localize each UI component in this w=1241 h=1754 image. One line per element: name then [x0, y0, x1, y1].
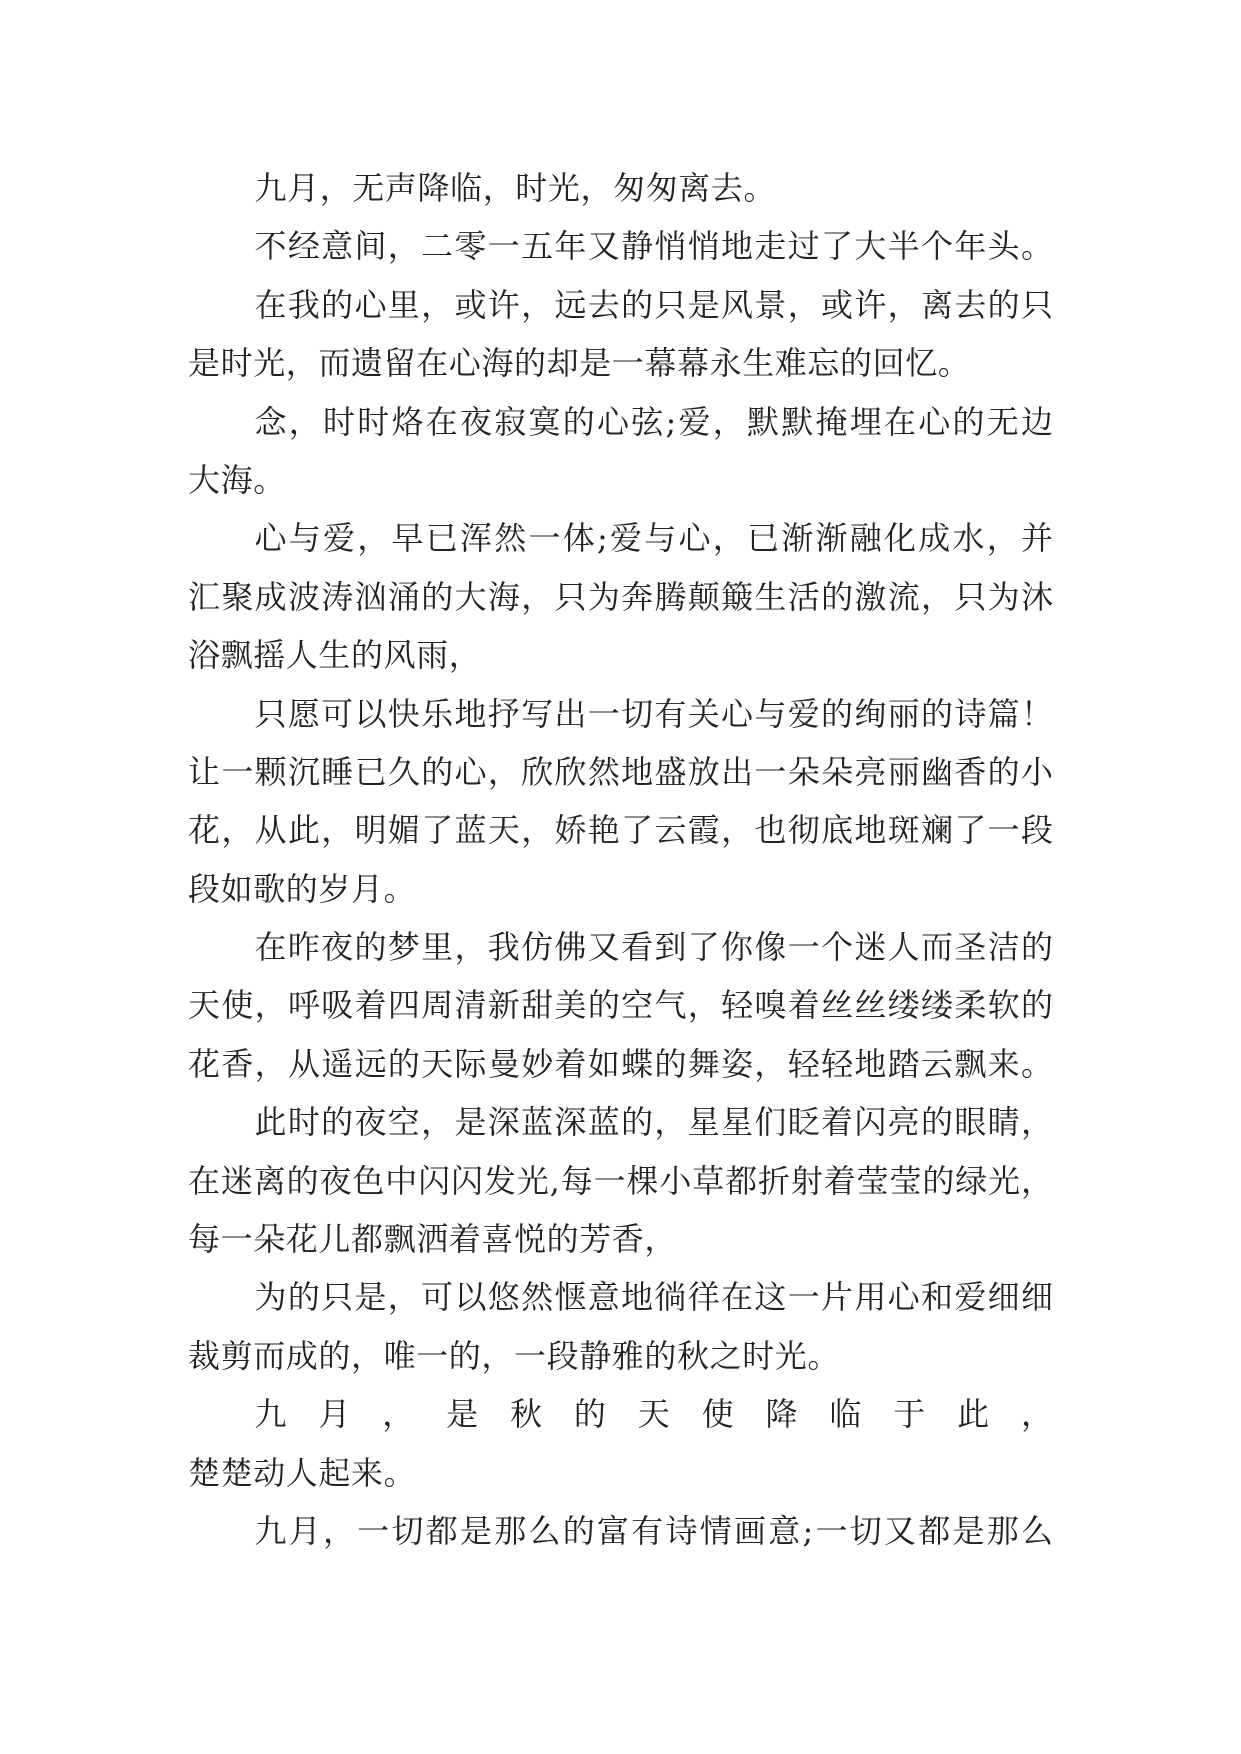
paragraph — [188, 1385, 1241, 1502]
text-line: 为的只是，可以悠然惬意地徜徉在这一片用心和爱细细 — [254, 1278, 1053, 1317]
text-line: 在我的心里，或许，远去的只是风景，或许，离去的只 — [254, 285, 1053, 324]
text-line: 花香，从遥远的天际曼妙着如蝶的舞姿，轻轻地踏云飘来。 — [188, 1044, 1053, 1083]
text-line: 只愿可以快乐地抒写出一切有关心与爱的绚丽的诗篇！ — [254, 694, 1053, 733]
text-line: 浴飘摇人生的风雨， — [188, 636, 482, 675]
text-line: 段如歌的岁月。 — [188, 869, 417, 908]
text-line: 不经意间，二零一五年又静悄悄地走过了大半个年头。 — [254, 227, 1053, 266]
text-line: 九月，无声降临，时光，匆匆离去。 — [254, 169, 777, 207]
paragraph — [188, 159, 1241, 217]
text-line: 在昨夜的梦里，我仿佛又看到了你像一个迷人而圣洁的 — [254, 928, 1053, 967]
paragraph — [188, 1502, 1241, 1560]
text-line: 此时的夜空，是深蓝深蓝的，星星们眨着闪亮的眼睛， — [254, 1103, 1053, 1142]
text-line: 心与爱，早已浑然一体;爱与心，已渐渐融化成水，并 — [254, 519, 1053, 558]
text-line: 是时光，而遗留在心海的却是一幕幕永生难忘的回忆。 — [188, 344, 971, 383]
paragraph — [188, 217, 1241, 275]
paragraph — [188, 509, 1241, 684]
paragraph — [188, 685, 1241, 919]
text-line: 九月，一切都是那么的富有诗情画意;一切又都是那么 — [254, 1511, 1053, 1550]
paragraph — [188, 393, 1241, 510]
text-line: 楚楚动人起来。 — [188, 1453, 417, 1492]
text-line: 汇聚成波涛汹涌的大海，只为奔腾颠簸生活的激流，只为沐 — [188, 577, 1053, 616]
paragraph — [188, 1268, 1241, 1385]
text-line: 念，时时烙在夜寂寞的心弦;爱，默默掩埋在心的无边 — [254, 402, 1053, 441]
text-line: 花，从此，明媚了蓝天，娇艳了云霞，也彻底地斑斓了一段 — [188, 811, 1053, 850]
paragraph — [188, 1093, 1241, 1268]
text-line: 裁剪而成的，唯一的，一段静雅的秋之时光。 — [188, 1336, 841, 1375]
text-line: 每一朵花儿都飘洒着喜悦的芳香， — [188, 1220, 678, 1259]
text-line: 九月，是秋的天使降临于此， — [254, 1395, 1053, 1434]
text-line: 天使，呼吸着四周清新甜美的空气，轻嗅着丝丝缕缕柔软的 — [188, 986, 1053, 1025]
text-line: 在迷离的夜色中闪闪发光,每一棵小草都折射着莹莹的绿光， — [188, 1161, 1053, 1200]
text-line: 大海。 — [188, 460, 286, 499]
paragraph — [188, 276, 1241, 393]
text-line: 让一颗沉睡已久的心，欣欣然地盛放出一朵朵亮丽幽香的小 — [188, 752, 1053, 791]
paragraph — [188, 918, 1241, 1093]
